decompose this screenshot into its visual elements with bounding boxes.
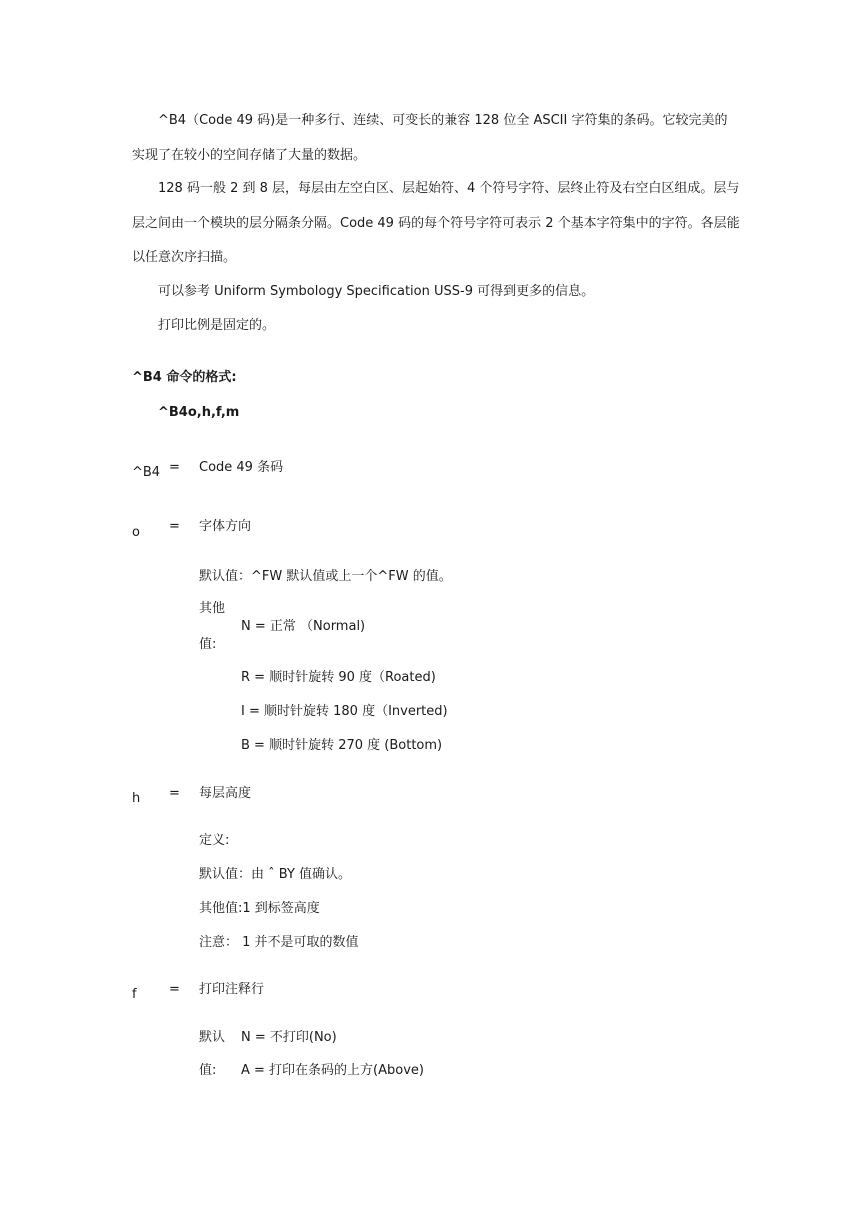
param-desc-h: 每层高度 [199, 786, 252, 801]
intro-line: 打印比例是固定的。 [158, 318, 276, 333]
param-eq: = [169, 460, 180, 475]
param-h-line: 定义: [199, 833, 230, 848]
param-f-option: A = 打印在条码的上方(Above) [241, 1063, 424, 1078]
intro-line: ^B4（Code 49 码)是一种多行、连续、可变长的兼容 128 位全 ASCII 字符集的条码。它较完美的 [158, 113, 728, 128]
param-o-other-label: 值: [199, 637, 217, 652]
param-desc-f: 打印注释行 [199, 982, 265, 997]
param-name-h: h [132, 791, 141, 806]
param-f-default-label: 默认 [199, 1030, 226, 1045]
param-name-b4: ^B4 [132, 465, 161, 480]
intro-line: 以任意次序扫描。 [132, 250, 237, 265]
format-command: ^B4o,h,f,m [158, 405, 240, 420]
intro-line: 层之间由一个模块的层分隔条分隔。Code 49 码的每个符号字符可表示 2 个基本字符集中的字符。各层能 [132, 216, 740, 231]
param-h-line: 其他值:1 到标签高度 [199, 901, 320, 916]
param-desc-o: 字体方向 [199, 519, 252, 534]
param-eq: = [169, 982, 180, 997]
intro-line: 实现了在较小的空间存储了大量的数据。 [132, 148, 367, 163]
param-o-option: R = 顺时针旋转 90 度（Roated) [241, 670, 436, 685]
param-name-f: f [132, 987, 137, 1002]
param-h-line: 默认值：由 ˆ BY 值确认。 [199, 867, 352, 882]
param-o-option: N = 正常 （Normal) [241, 619, 366, 634]
param-o-default: 默认值：^FW 默认值或上一个^FW 的值。 [199, 569, 452, 584]
param-eq: = [169, 786, 180, 801]
format-heading: ^B4 命令的格式: [132, 370, 237, 385]
param-eq: = [169, 519, 180, 534]
param-f-default-label: 值: [199, 1063, 217, 1078]
param-h-line: 注意： 1 并不是可取的数值 [199, 935, 359, 950]
param-o-other-label: 其他 [199, 601, 226, 616]
param-f-option: N = 不打印(No) [241, 1030, 337, 1045]
param-desc-b4: Code 49 条码 [199, 460, 284, 475]
param-o-option: I = 顺时针旋转 180 度（Inverted) [241, 704, 448, 719]
param-o-option: B = 顺时针旋转 270 度 (Bottom) [241, 738, 443, 753]
intro-line: 128 码一般 2 到 8 层，每层由左空白区、层起始符、4 个符号字符、层终止符及右空白区组成。层与 [158, 181, 740, 196]
param-name-o: o [132, 525, 140, 540]
intro-line: 可以参考 Uniform Symbology Specification USS-9 可得到更多的信息。 [158, 284, 595, 299]
